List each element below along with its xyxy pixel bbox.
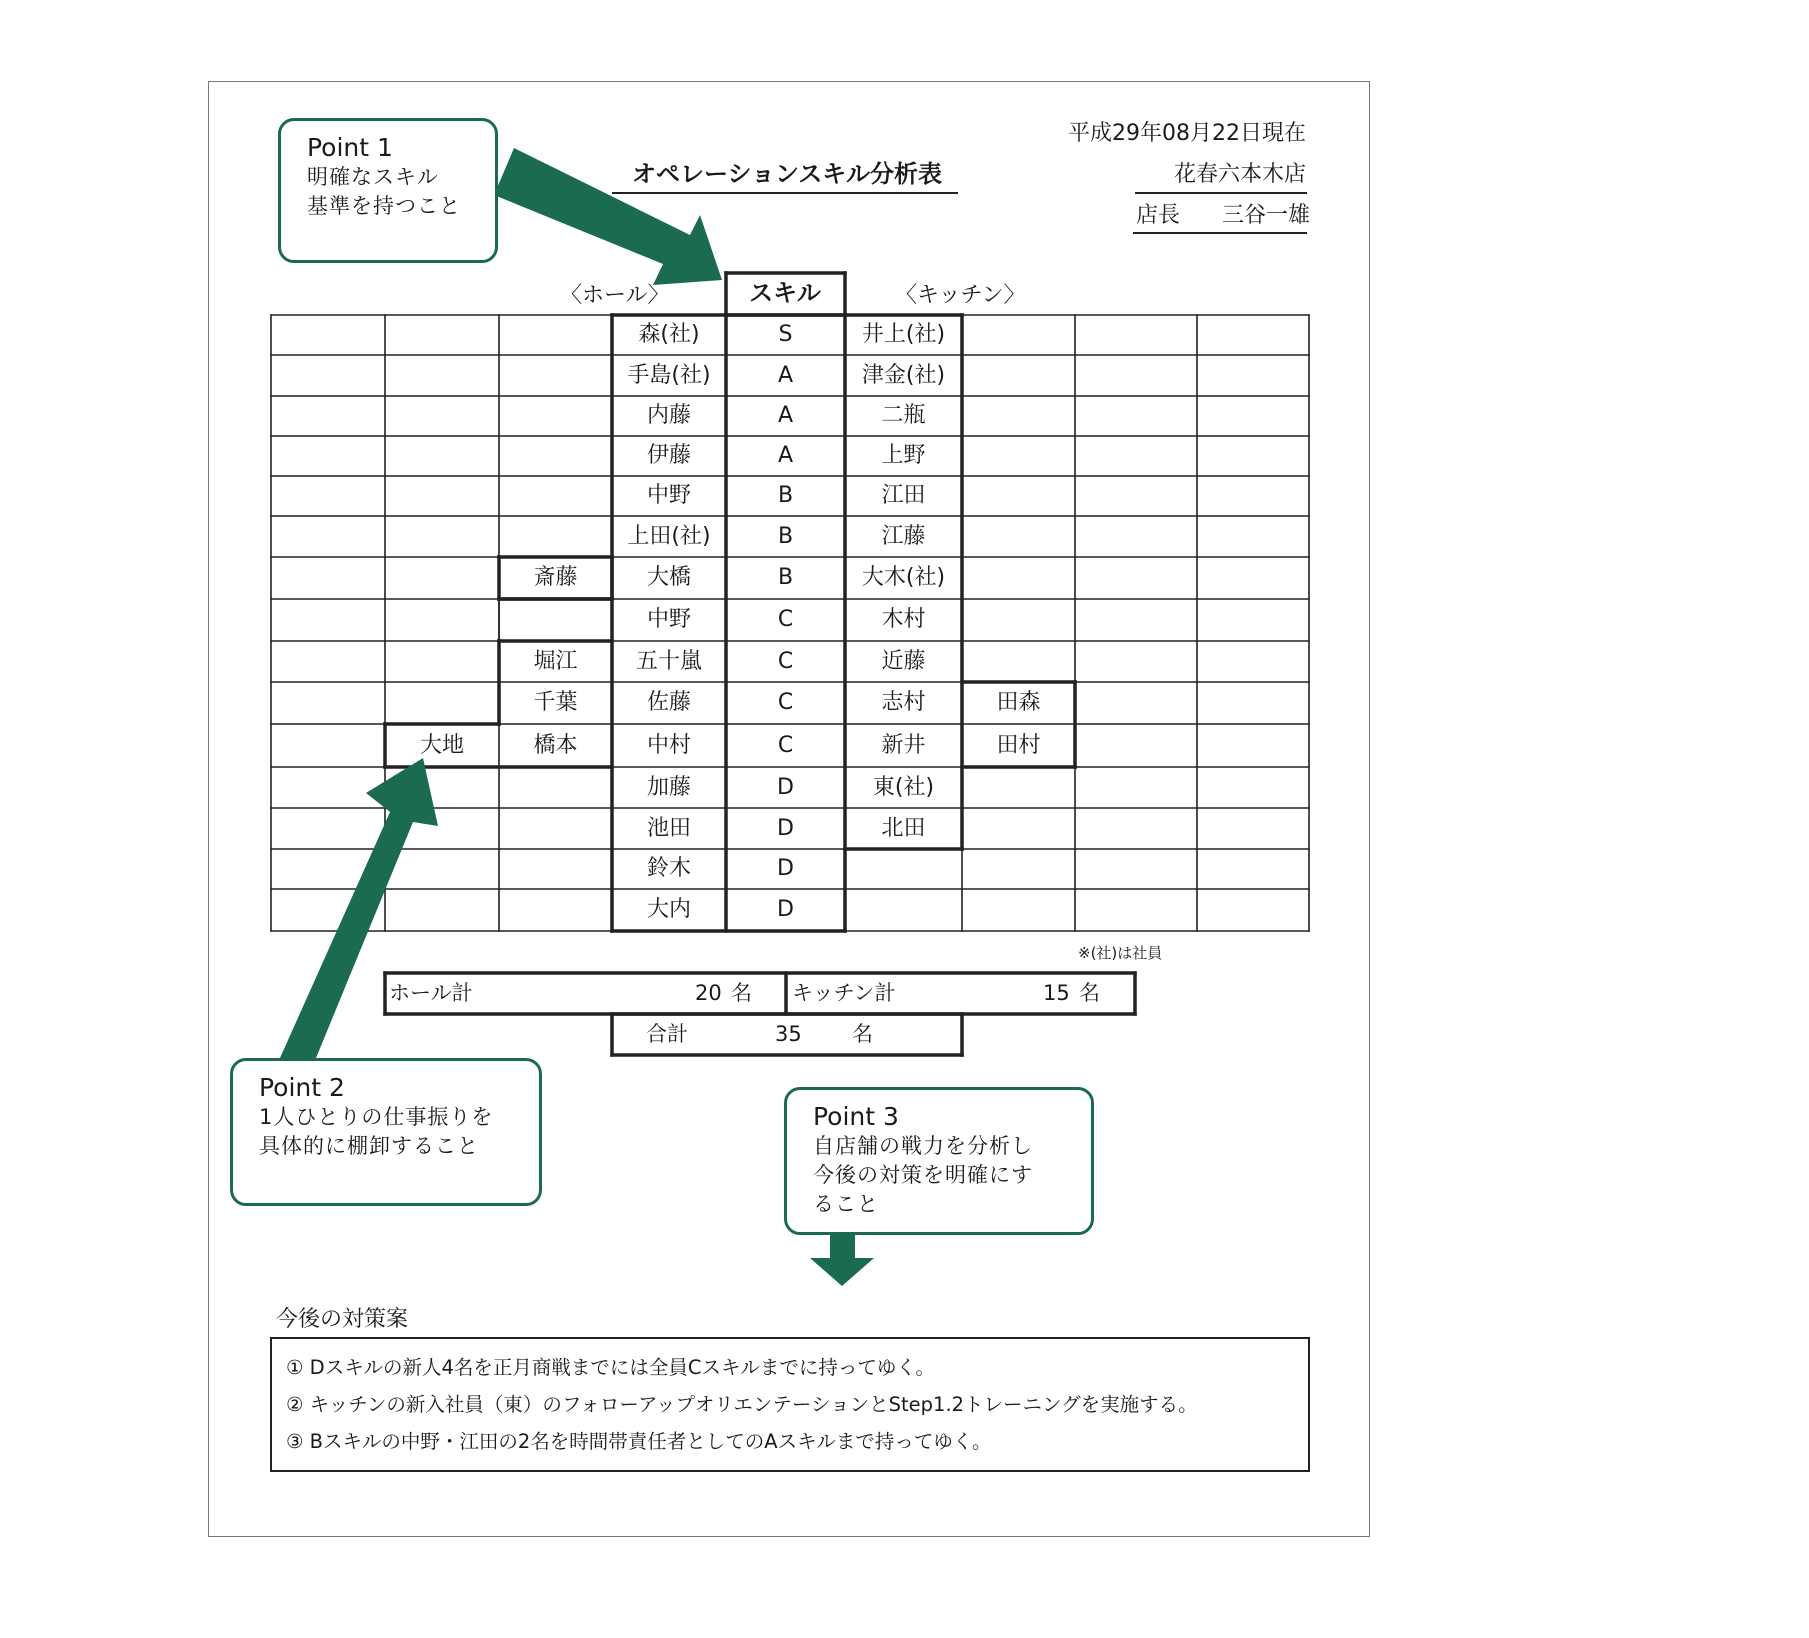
skill-grade-cell: C (777, 732, 794, 758)
arrow-point1 (494, 148, 722, 285)
skill-grade-cell: D (777, 897, 794, 922)
callout-point3-heading: Point 3 (813, 1102, 899, 1131)
hall-member-cell: 上田(社) (627, 523, 711, 549)
callout-point1 (278, 118, 498, 263)
skill-grade-cell: B (777, 483, 794, 508)
skill-grade-cell: S (778, 322, 793, 347)
hall-member-cell: 加藤 (646, 774, 691, 800)
skill-grade-cell: B (777, 523, 794, 549)
skill-grade-cell: D (777, 856, 794, 881)
callout-point1-line1: 明確なスキル (307, 165, 439, 189)
skill-grade-cell: D (777, 815, 794, 841)
hall-member-cell: 大橋 (646, 565, 691, 590)
hall-member-cell: 中村 (646, 732, 691, 758)
callout-point1-heading: Point 1 (307, 133, 393, 162)
hall-member-cell: 橋本 (533, 732, 578, 758)
callout-point2-heading: Point 2 (259, 1073, 345, 1102)
callout-point3 (784, 1087, 1094, 1235)
hall-member-cell: 森(社) (638, 322, 700, 347)
manager-name: 三谷一雄 (1222, 203, 1311, 228)
skill-grade-cell: A (777, 403, 794, 428)
callout-point2-line2: 具体的に棚卸すること (259, 1134, 479, 1158)
kitchen-member-cell: 江田 (881, 483, 926, 508)
kitchen-member-cell: 津金(社) (861, 362, 946, 388)
kitchen-member-cell: 木村 (881, 607, 926, 632)
hall-total-unit: 名 (731, 981, 752, 1005)
hall-member-cell: 大地 (419, 732, 464, 758)
kitchen-member-cell: 井上(社) (861, 322, 946, 347)
store-name: 花春六本木店 (1173, 162, 1306, 187)
hall-member-cell: 鈴木 (646, 856, 691, 881)
hall-member-cell: 千葉 (533, 690, 578, 715)
date-text: 平成29年08月22日現在 (1068, 121, 1306, 146)
skill-grade-cell: C (777, 690, 794, 715)
measure-item-3: ③ Bスキルの中野・江田の2名を時間帯責任者としてのAスキルまで持ってゆく。 (286, 1430, 992, 1453)
measure-item-2: ② キッチンの新入社員（東）のフォローアップオリエンテーションとStep1.2トレーニングを実施する。 (286, 1393, 1198, 1416)
hall-member-cell: 五十嵐 (635, 648, 702, 674)
grand-total-label: 合計 (646, 1022, 688, 1046)
skill-grade-cell: A (777, 443, 794, 468)
skill-grade-cell: C (777, 607, 794, 632)
kitchen-member-cell: 志村 (881, 690, 926, 715)
arrow-point3 (810, 1235, 874, 1286)
skill-grade-cell: C (777, 648, 794, 674)
hall-member-cell: 池田 (646, 815, 691, 841)
hall-member-cell: 内藤 (646, 403, 691, 428)
kitchen-member-cell: 北田 (881, 815, 926, 841)
hall-member-cell: 斎藤 (533, 565, 578, 590)
kitchen-total-value: 15 (1043, 981, 1070, 1005)
callout-point3-line3: ること (813, 1192, 879, 1216)
grand-total-unit: 名 (852, 1022, 873, 1046)
callout-point2 (230, 1058, 542, 1206)
hall-label: 〈ホール〉 (560, 283, 670, 308)
document-title: オペレーションスキル分析表 (631, 160, 943, 188)
hall-total-value: 20 (695, 981, 722, 1005)
kitchen-member-cell: 東(社) (872, 774, 935, 800)
hall-member-cell: 中野 (646, 607, 691, 632)
kitchen-member-cell: 大木(社) (861, 565, 946, 590)
measures-box (270, 1337, 1310, 1472)
employee-note: ※(社)は社員 (1078, 944, 1163, 962)
hall-member-cell: 堀江 (533, 648, 578, 674)
callout-point2-line1: 1人ひとりの仕事振りを (259, 1105, 494, 1129)
kitchen-member-cell: 新井 (881, 732, 926, 758)
kitchen-label: 〈キッチン〉 (895, 283, 1026, 308)
hall-member-cell: 大内 (646, 897, 691, 922)
hall-member-cell: 手島(社) (627, 362, 711, 388)
hall-total-label: ホール計 (389, 981, 473, 1005)
kitchen-member-cell: 二瓶 (881, 403, 926, 428)
kitchen-member-cell: 田森 (996, 690, 1041, 715)
measure-item-1: ① Dスキルの新人4名を正月商戦までには全員Cスキルまでに持ってゆく。 (286, 1356, 935, 1379)
kitchen-member-cell: 近藤 (881, 648, 926, 674)
hall-member-cell: 中野 (646, 483, 691, 508)
kitchen-total-unit: 名 (1079, 981, 1100, 1005)
skill-grade-cell: D (777, 774, 794, 800)
kitchen-member-cell: 江藤 (881, 523, 926, 549)
callout-point3-line1: 自店舗の戦力を分析し (813, 1134, 1033, 1158)
callout-point3-line2: 今後の対策を明確にす (813, 1163, 1033, 1187)
callout-point1-line2: 基準を持つこと (307, 194, 461, 218)
kitchen-member-cell: 田村 (996, 732, 1041, 758)
kitchen-member-cell: 上野 (881, 443, 926, 468)
hall-member-cell: 伊藤 (646, 443, 691, 468)
grand-total-value: 35 (775, 1022, 802, 1046)
manager-role: 店長 (1136, 203, 1181, 228)
skill-grade-cell: B (777, 565, 794, 590)
kitchen-total-label: キッチン計 (792, 981, 896, 1005)
skill-grade-cell: A (777, 362, 794, 388)
measures-label: 今後の対策案 (276, 1307, 409, 1332)
skill-header: スキル (749, 279, 821, 307)
hall-member-cell: 佐藤 (646, 690, 691, 715)
